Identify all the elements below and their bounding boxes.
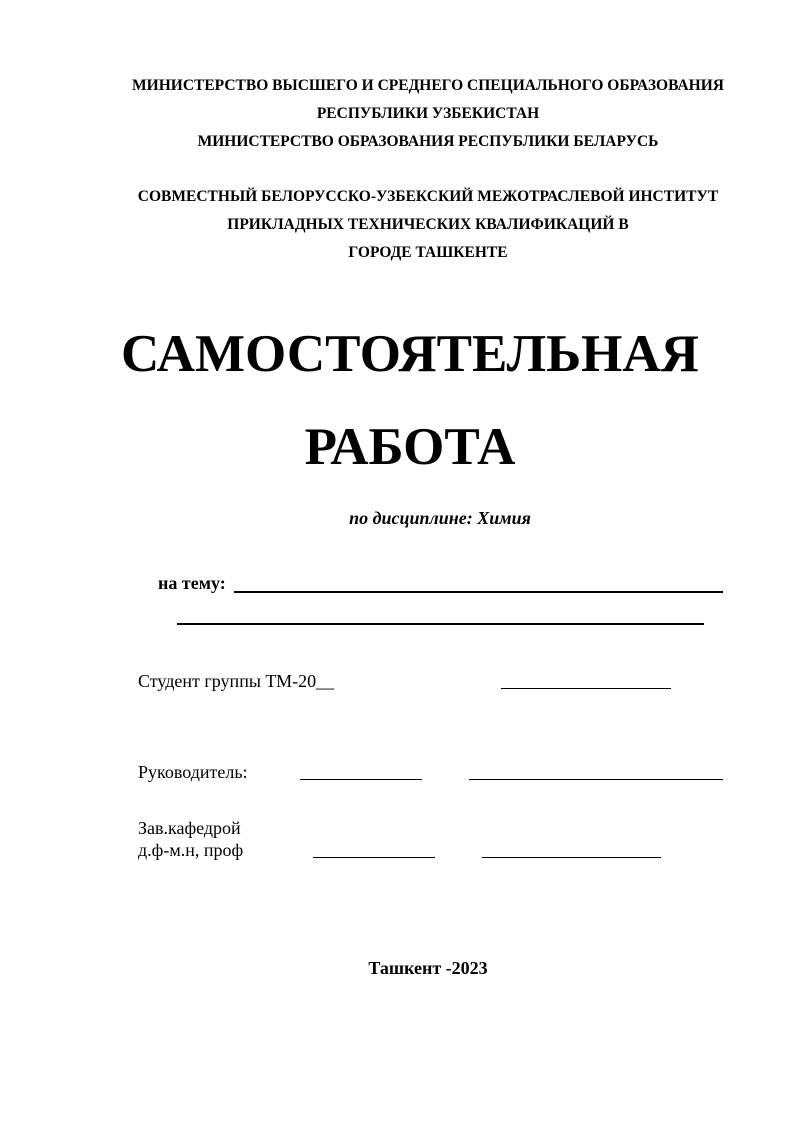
head-name-line — [482, 857, 661, 858]
supervisor-label: Руководитель: — [138, 762, 248, 782]
student-signature-line — [501, 688, 671, 689]
topic-line-1 — [234, 591, 723, 593]
topic-label: на тему: — [158, 573, 226, 593]
document-title-line-2: РАБОТА — [304, 418, 516, 476]
document-title-line-1: САМОСТОЯТЕЛЬНАЯ — [121, 325, 699, 383]
ministry-line-1: МИНИСТЕРСТВО ВЫСШЕГО И СРЕДНЕГО СПЕЦИАЛЬНОГО ОБРАЗОВАНИЯ — [132, 77, 724, 94]
ministry-line-2: РЕСПУБЛИКИ УЗБЕКИСТАН — [316, 105, 540, 122]
discipline-subtitle: по дисциплине: Химия — [349, 508, 531, 528]
head-of-department-label: Зав.кафедрой — [138, 818, 241, 838]
head-signature-line — [313, 857, 435, 858]
head-of-department-degree: д.ф-м.н, проф — [138, 840, 244, 860]
institute-line-3: ГОРОДЕ ТАШКЕНТЕ — [348, 244, 508, 261]
ministry-line-3: МИНИСТЕРСТВО ОБРАЗОВАНИЯ РЕСПУБЛИКИ БЕЛАРУСЬ — [197, 133, 659, 150]
supervisor-signature-line — [300, 779, 422, 780]
supervisor-name-line — [469, 779, 723, 780]
institute-line-1: СОВМЕСТНЫЙ БЕЛОРУССКО-УЗБЕКСКИЙ МЕЖОТРАСЛЕВОЙ ИНСТИТУТ — [137, 188, 719, 205]
institute-line-2: ПРИКЛАДНЫХ ТЕХНИЧЕСКИХ КВАЛИФИКАЦИЙ В — [227, 216, 629, 233]
topic-line-2 — [177, 623, 704, 625]
city-year: Ташкент -2023 — [368, 958, 488, 978]
student-group-label: Студент группы ТМ-20__ — [138, 671, 335, 691]
